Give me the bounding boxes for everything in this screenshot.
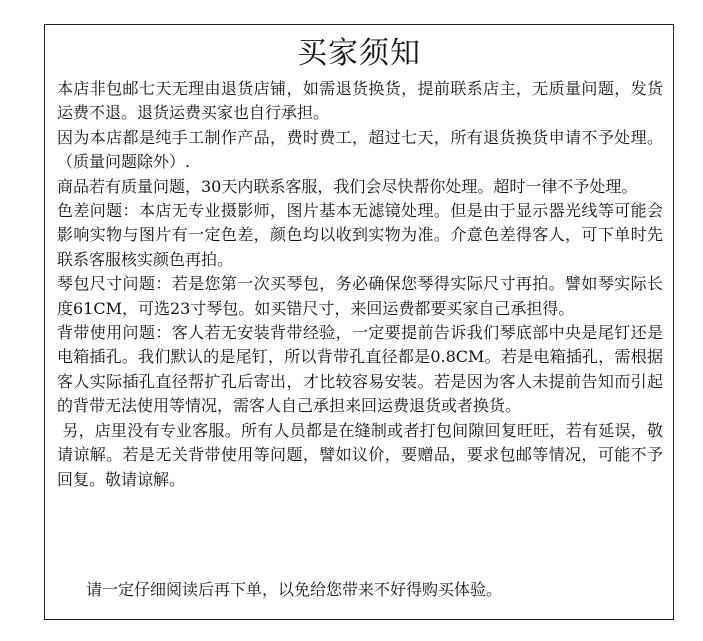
notice-box [44,24,674,620]
notice-paragraph-customer-service: 另，店里没有专业客服。所有人员都是在缝制或者打包间隙回复旺旺，若有延误，敬请谅解。若是无关背带使用等问题，譬如议价，要赠品，要求包邮等情况，可能不予回复。敬请谅解。 [57,420,663,489]
notice-title: 买家须知 [297,36,421,71]
notice-paragraph-quality: 商品若有质量问题，30天内联系客服，我们会尽快帮你处理。超时一律不予处理。 [57,176,638,196]
notice-paragraph-color-difference: 色差问题：本店无专业摄影师，图片基本无滤镜处理。但是由于显示器光线等可能会影响实物与图片有一定色差，颜色均以收到实物为准。介意色差得客人，可下单时先联系客服核实颜色再拍。 [57,201,663,269]
notice-paragraph-handmade: 因为本店都是纯手工制作产品，费时费工，超过七天，所有退货换货申请不予处理。（质量问题除外）. [57,127,663,172]
notice-paragraph-strap: 背带使用问题：客人若无安装背带经验，一定要提前告诉我们琴底部中央是尾钉还是电箱插孔。我们默认的是尾钉，所以背带孔直径都是0.8CM。若是电箱插孔，需根据客人实际插孔直径帮扩孔后寄出，才比较容易安装。若是因为客人未提前告知而引起的背带无法使用等情况，需客人自己承担来回运费退货或者换货。 [57,323,663,416]
notice-paragraph-return-policy: 本店非包邮七天无理由退货店铺，如需退货换货，提前联系店主，无质量问题，发货运费不退。退货运费买家也自行承担。 [57,79,663,123]
notice-body [57,77,663,492]
notice-footer: 请一定仔细阅读后再下单，以免给您带来不好得购买体验。 [86,580,503,599]
notice-paragraph-bag-size: 琴包尺寸问题：若是您第一次买琴包，务必确保您琴得实际尺寸再拍。譬如琴实际长度61CM，可选23寸琴包。如买错尺寸，来回运费都要买家自己承担得。 [57,274,663,318]
